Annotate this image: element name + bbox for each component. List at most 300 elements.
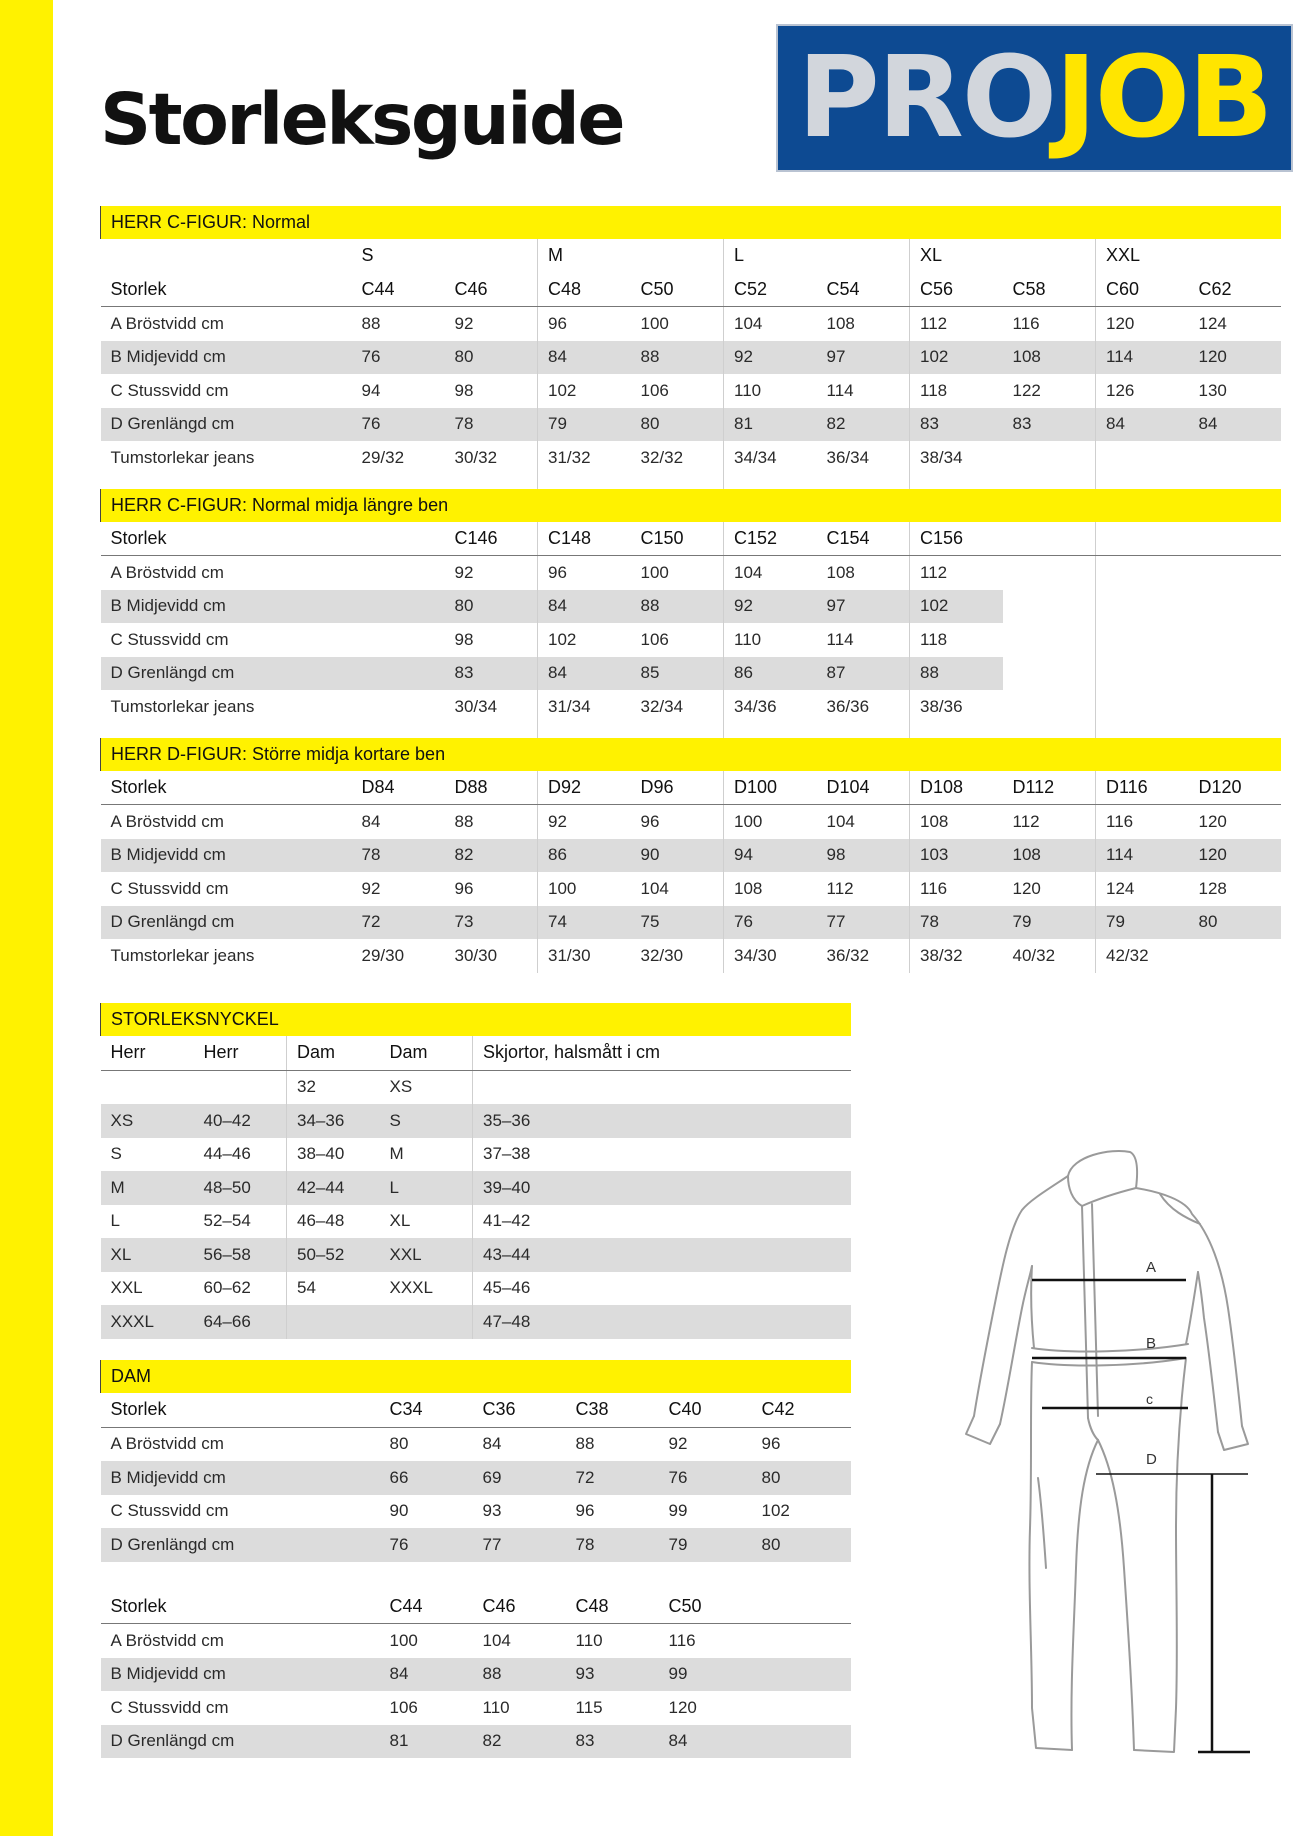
table-cell: 88 — [631, 590, 724, 624]
table-row — [101, 1725, 851, 1759]
header-cell: C50 — [631, 273, 724, 307]
table-row — [101, 590, 1281, 624]
table-cell: 83 — [1003, 408, 1096, 442]
table-header-row — [101, 1036, 851, 1070]
table-cell: 40–42 — [194, 1104, 287, 1138]
header-cell: D88 — [445, 771, 538, 805]
table-cell: 94 — [724, 839, 817, 873]
table-cell: 84 — [1189, 408, 1281, 442]
table-cell — [352, 590, 445, 624]
table-cell: 29/30 — [361, 945, 405, 965]
collar-outline — [1068, 1151, 1137, 1188]
table-row — [101, 690, 1281, 724]
table-cell: 84 — [538, 341, 631, 375]
size-group-label: XL — [910, 239, 1096, 273]
table-cell: 80 — [1189, 906, 1281, 940]
table-cell — [352, 657, 445, 691]
table-cell: 118 — [910, 374, 1003, 408]
table-cell — [1003, 690, 1096, 724]
table-cell: 30/30 — [454, 945, 498, 965]
row-label: A Bröstvidd cm — [110, 811, 224, 831]
table-cell: 77 — [473, 1528, 566, 1562]
table-cell: 84 — [538, 657, 631, 691]
row-label: D Grenlängd cm — [101, 408, 352, 442]
table-cell: 114 — [1096, 341, 1189, 375]
table-cell: XL — [389, 1211, 411, 1231]
table-cell: 120 — [668, 1697, 697, 1717]
table-row — [101, 1171, 851, 1205]
table-cell: 92 — [361, 878, 381, 898]
table-cell: 104 — [826, 811, 855, 831]
table-cell: 31/30 — [538, 939, 631, 973]
table-cell: 102 — [910, 590, 1003, 624]
table-cell — [1003, 657, 1096, 691]
table-cell — [1189, 657, 1281, 691]
table-cell: 38/34 — [910, 441, 1003, 475]
coverall-measurement-illustration — [960, 1148, 1296, 1758]
header-cell: C44 — [352, 273, 445, 307]
table-row — [101, 307, 1281, 341]
waistband-top — [1032, 1344, 1188, 1351]
row-label: A Bröstvidd cm — [110, 562, 224, 582]
table-cell: 96 — [575, 1501, 595, 1521]
header-cell: C48 — [566, 1590, 659, 1624]
table-row — [101, 1305, 851, 1339]
table-cell — [752, 1658, 851, 1692]
table-cell: 122 — [1012, 380, 1041, 400]
table-cell: 47–48 — [473, 1305, 851, 1339]
table-cell: 31/32 — [538, 441, 631, 475]
table-cell: 115 — [575, 1697, 603, 1717]
herr-c-figur-table — [100, 206, 1281, 973]
header-cell: C42 — [752, 1393, 851, 1427]
table-cell: 100 — [538, 872, 631, 906]
section-title-herr-c-normal: HERR C-FIGUR: Normal — [101, 206, 1281, 239]
table-cell: 34/30 — [724, 939, 817, 973]
projob-logo — [776, 24, 1293, 172]
table-cell: 92 — [724, 341, 817, 375]
table-cell — [752, 1691, 851, 1725]
table-cell: 82 — [817, 408, 910, 442]
header-cell: C152 — [724, 522, 817, 556]
table-cell: 83 — [910, 408, 1003, 442]
table-cell: 50–52 — [287, 1238, 380, 1272]
left-leg-inner — [1071, 1440, 1098, 1750]
right-sleeve-inner — [1198, 1272, 1218, 1432]
table-cell — [1096, 623, 1189, 657]
table-cell: 81 — [380, 1725, 473, 1759]
table-cell: 38–40 — [287, 1138, 380, 1172]
table-row — [101, 408, 1281, 442]
table-cell: 79 — [659, 1528, 752, 1562]
left-cuff — [966, 1416, 1000, 1444]
table-cell: 97 — [817, 341, 910, 375]
row-label: Tumstorlekar jeans — [110, 945, 255, 965]
table-cell: 108 — [1003, 341, 1096, 375]
table-cell: 43–44 — [473, 1238, 851, 1272]
table-cell: 93 — [566, 1658, 659, 1692]
table-cell — [1096, 441, 1189, 475]
header-cell: Storlek — [101, 771, 352, 805]
row-label: A Bröstvidd cm — [110, 1630, 224, 1650]
table-cell: 81 — [724, 408, 817, 442]
table-cell: 36/32 — [826, 945, 870, 965]
table-cell: 100 — [724, 805, 817, 839]
table-cell: 124 — [1096, 872, 1189, 906]
header-cell: C148 — [538, 522, 631, 556]
table-cell: 108 — [724, 872, 817, 906]
table-cell: 88 — [631, 341, 724, 375]
table-cell: 114 — [1096, 839, 1189, 873]
table-cell: 96 — [454, 878, 474, 898]
table-cell: 110 — [724, 623, 817, 657]
table-cell — [473, 1070, 851, 1104]
table-cell: 36/34 — [826, 447, 870, 467]
table-cell: 66 — [380, 1461, 473, 1495]
table-cell: 84 — [1096, 408, 1189, 442]
table-row — [101, 657, 1281, 691]
table-cell: 98 — [454, 629, 474, 649]
table-cell: XS — [101, 1104, 194, 1138]
table-cell: 76 — [659, 1461, 752, 1495]
table-row — [101, 872, 1281, 906]
row-label: B Midjevidd cm — [101, 1461, 380, 1495]
header-cell — [752, 1590, 851, 1624]
table-cell: 41–42 — [473, 1205, 851, 1239]
left-leg-seam — [1038, 1478, 1046, 1568]
table-cell: 73 — [445, 906, 538, 940]
table-cell: 87 — [817, 657, 910, 691]
row-label: C Stussvidd cm — [110, 1697, 229, 1717]
table-cell: 74 — [538, 906, 631, 940]
table-cell: 104 — [724, 556, 817, 590]
row-label: C Stussvidd cm — [110, 878, 229, 898]
table-row — [101, 441, 1281, 475]
table-cell: 92 — [454, 562, 474, 582]
table-row — [101, 1691, 851, 1725]
table-cell: 90 — [389, 1501, 409, 1521]
table-cell: 104 — [724, 307, 817, 341]
table-cell: 106 — [640, 629, 669, 649]
table-row — [101, 1104, 851, 1138]
table-row — [101, 1205, 851, 1239]
section-title-herr-c-long: HERR C-FIGUR: Normal midja längre ben — [101, 489, 1281, 522]
section-title-size-key: STORLEKSNYCKEL — [101, 1003, 851, 1036]
table-cell: 106 — [640, 380, 669, 400]
row-label: D Grenlängd cm — [101, 906, 352, 940]
torso-left-side — [1031, 1266, 1034, 1348]
table-cell: 112 — [910, 556, 1003, 590]
section-title-dam: DAM — [101, 1360, 851, 1393]
right-leg-inner — [1098, 1440, 1134, 1750]
table-cell: 78 — [445, 408, 538, 442]
table-cell: 54 — [287, 1272, 380, 1306]
table-cell: 99 — [668, 1501, 688, 1521]
table-cell: 60–62 — [203, 1278, 251, 1298]
header-cell: Dam — [380, 1036, 473, 1070]
table-cell: 84 — [361, 811, 381, 831]
collar-fold — [1068, 1176, 1136, 1206]
table-cell: 120 — [1189, 341, 1281, 375]
table-cell: 120 — [1012, 878, 1041, 898]
table-cell: 96 — [761, 1434, 781, 1454]
table-cell: 76 — [380, 1528, 473, 1562]
table-cell: 104 — [640, 878, 669, 898]
left-accent-bar — [0, 0, 53, 1836]
table-cell: 114 — [826, 380, 854, 400]
table-cell: 31/34 — [538, 690, 631, 724]
size-group-row — [101, 239, 1281, 273]
size-group-label: M — [538, 239, 724, 273]
table-cell: 85 — [631, 657, 724, 691]
table-cell: 32/30 — [640, 945, 684, 965]
table-cell: 35–36 — [473, 1104, 851, 1138]
table-cell: 30/34 — [454, 696, 498, 716]
table-cell: M — [101, 1171, 194, 1205]
table-cell: 116 — [910, 872, 1003, 906]
table-cell: 116 — [1096, 805, 1189, 839]
table-row — [101, 906, 1281, 940]
header-cell — [352, 522, 445, 556]
table-cell: XXL — [380, 1238, 473, 1272]
page-title: Storleksguide — [100, 78, 624, 161]
table-cell: 42/32 — [1096, 939, 1189, 973]
table-cell: 86 — [538, 839, 631, 873]
table-cell — [1189, 556, 1281, 590]
header-cell: C46 — [445, 273, 538, 307]
header-cell: C146 — [445, 522, 538, 556]
table-cell: 80 — [445, 341, 538, 375]
header-cell: C58 — [1003, 273, 1096, 307]
table-cell: 88 — [473, 1658, 566, 1692]
measure-label-a: A — [1146, 1259, 1157, 1276]
logo-text-job: JOB — [1055, 33, 1272, 163]
table-cell — [1189, 690, 1281, 724]
table-row — [101, 1070, 851, 1104]
table-cell: 124 — [1198, 313, 1227, 333]
table-row — [101, 1238, 851, 1272]
table-cell: 100 — [640, 562, 669, 582]
table-cell: 76 — [352, 408, 445, 442]
table-cell: 84 — [538, 590, 631, 624]
header-cell: Storlek — [101, 1393, 380, 1427]
table-row — [101, 623, 1281, 657]
table-cell: 80 — [752, 1461, 851, 1495]
table-cell: 38/36 — [910, 690, 1003, 724]
table-row — [101, 1495, 851, 1529]
header-cell: D104 — [817, 771, 910, 805]
table-cell — [1096, 690, 1189, 724]
table-cell: 32/34 — [640, 696, 684, 716]
header-cell: Storlek — [101, 522, 352, 556]
table-row — [101, 556, 1281, 590]
table-cell: 98 — [817, 839, 910, 873]
header-cell: Herr — [194, 1036, 287, 1070]
table-cell: 98 — [454, 380, 474, 400]
left-leg-outer — [1029, 1362, 1072, 1750]
table-cell: 34/36 — [724, 690, 817, 724]
header-cell: D84 — [352, 771, 445, 805]
table-cell: 102 — [538, 374, 631, 408]
table-cell: 94 — [361, 380, 381, 400]
right-shoulder-seam — [1160, 1194, 1200, 1224]
table-cell: 52–54 — [203, 1211, 251, 1231]
table-cell: L — [110, 1211, 120, 1231]
header-cell: C46 — [473, 1590, 566, 1624]
table-cell: M — [389, 1144, 404, 1164]
table-cell: 102 — [538, 623, 631, 657]
header-cell: C40 — [659, 1393, 752, 1427]
header-cell: C52 — [724, 273, 817, 307]
table-cell: 32/32 — [640, 447, 684, 467]
table-cell: 88 — [361, 313, 381, 333]
header-cell: D116 — [1096, 771, 1189, 805]
header-cell: C62 — [1189, 273, 1281, 307]
table-cell — [352, 556, 445, 590]
header-cell: Herr — [101, 1036, 194, 1070]
table-cell: S — [380, 1104, 473, 1138]
table-cell: 44–46 — [203, 1144, 251, 1164]
table-cell: 108 — [826, 313, 855, 333]
table-cell: 78 — [910, 906, 1003, 940]
table-cell: 92 — [668, 1434, 688, 1454]
table-cell: 99 — [659, 1658, 752, 1692]
header-cell: C150 — [631, 522, 724, 556]
table-cell — [1096, 556, 1189, 590]
header-cell: D92 — [538, 771, 631, 805]
table-row — [101, 341, 1281, 375]
row-label: D Grenlängd cm — [101, 657, 352, 691]
measure-label-d: D — [1146, 1451, 1157, 1468]
table-cell: 80 — [445, 590, 538, 624]
table-cell — [1003, 441, 1096, 475]
table-cell: 72 — [566, 1461, 659, 1495]
size-key-table — [100, 1003, 851, 1339]
table-cell: L — [380, 1171, 473, 1205]
table-header-row — [101, 522, 1281, 556]
row-label: A Bröstvidd cm — [110, 313, 224, 333]
table-cell: 108 — [910, 805, 1003, 839]
table-row — [101, 1528, 851, 1562]
table-header-row — [101, 1393, 851, 1427]
table-cell: 112 — [826, 878, 854, 898]
right-cuff — [1218, 1426, 1248, 1450]
table-cell: 36/36 — [826, 696, 870, 716]
table-cell: 29/32 — [361, 447, 405, 467]
table-cell: 96 — [538, 307, 631, 341]
table-row — [101, 1272, 851, 1306]
header-cell: C154 — [817, 522, 910, 556]
table-cell: 108 — [826, 562, 855, 582]
row-label: C Stussvidd cm — [110, 629, 229, 649]
table-cell: 104 — [482, 1630, 511, 1650]
table-cell: 80 — [389, 1434, 409, 1454]
table-cell: 56–58 — [194, 1238, 287, 1272]
measure-label-c: c — [1146, 1391, 1153, 1407]
table-cell: 75 — [631, 906, 724, 940]
table-cell: 84 — [482, 1434, 502, 1454]
table-row — [101, 1427, 851, 1461]
table-cell: 34–36 — [287, 1104, 380, 1138]
table-cell: 34/34 — [724, 441, 817, 475]
table-row — [101, 839, 1281, 873]
row-label: A Bröstvidd cm — [110, 1434, 224, 1454]
table-cell: 45–46 — [473, 1272, 851, 1306]
table-cell: 32 — [287, 1070, 380, 1104]
table-cell: 78 — [566, 1528, 659, 1562]
table-cell: 38/32 — [910, 939, 1003, 973]
table-row — [101, 1461, 851, 1495]
table-row — [101, 374, 1281, 408]
table-cell: 69 — [473, 1461, 566, 1495]
table-cell: 128 — [1198, 878, 1227, 898]
header-cell — [1096, 522, 1189, 556]
table-cell: XXL — [110, 1278, 143, 1298]
table-cell: 39–40 — [473, 1171, 851, 1205]
table-row — [101, 939, 1281, 973]
left-sleeve-outer — [974, 1176, 1068, 1416]
row-label: B Midjevidd cm — [101, 1658, 380, 1692]
table-cell: 126 — [1096, 374, 1189, 408]
table-cell: 90 — [631, 839, 724, 873]
table-cell: 92 — [454, 313, 474, 333]
table-cell: 84 — [659, 1725, 752, 1759]
header-cell: C60 — [1096, 273, 1189, 307]
table-header-row — [101, 771, 1281, 805]
table-cell: 77 — [817, 906, 910, 940]
header-cell: C54 — [817, 273, 910, 307]
table-cell: 102 — [910, 341, 1003, 375]
table-row — [101, 805, 1281, 839]
table-cell — [1003, 623, 1096, 657]
table-cell: 106 — [389, 1697, 418, 1717]
table-header-row — [101, 273, 1281, 307]
table-cell: 79 — [1096, 906, 1189, 940]
torso-right-side — [1186, 1272, 1198, 1344]
row-label: Tumstorlekar jeans — [110, 447, 255, 467]
table-cell: 40/32 — [1012, 945, 1056, 965]
table-cell: 80 — [752, 1528, 851, 1562]
table-cell — [1189, 441, 1281, 475]
table-header-row — [101, 1590, 851, 1624]
table-cell: 82 — [473, 1725, 566, 1759]
table-cell: 96 — [640, 811, 660, 831]
table-cell: 64–66 — [194, 1305, 287, 1339]
table-cell: 46–48 — [287, 1205, 380, 1239]
table-cell: 102 — [761, 1501, 790, 1521]
table-cell: 110 — [482, 1697, 510, 1717]
table-cell — [194, 1070, 287, 1104]
header-cell: C48 — [538, 273, 631, 307]
table-cell: 96 — [538, 556, 631, 590]
header-cell — [1189, 522, 1281, 556]
table-cell: 72 — [352, 906, 445, 940]
row-label: D Grenlängd cm — [101, 1528, 380, 1562]
table-cell: 92 — [724, 590, 817, 624]
table-cell: XS — [389, 1077, 413, 1097]
row-label: D Grenlängd cm — [101, 1725, 380, 1759]
table-cell — [352, 623, 445, 657]
table-cell — [752, 1624, 851, 1658]
table-cell: 110 — [575, 1630, 603, 1650]
table-cell: 112 — [910, 307, 1003, 341]
table-cell: XXXL — [389, 1278, 433, 1298]
header-cell: C156 — [910, 522, 1003, 556]
table-cell: 120 — [1198, 811, 1227, 831]
table-cell: 92 — [538, 805, 631, 839]
table-cell: 76 — [352, 341, 445, 375]
row-label: Tumstorlekar jeans — [110, 696, 255, 716]
